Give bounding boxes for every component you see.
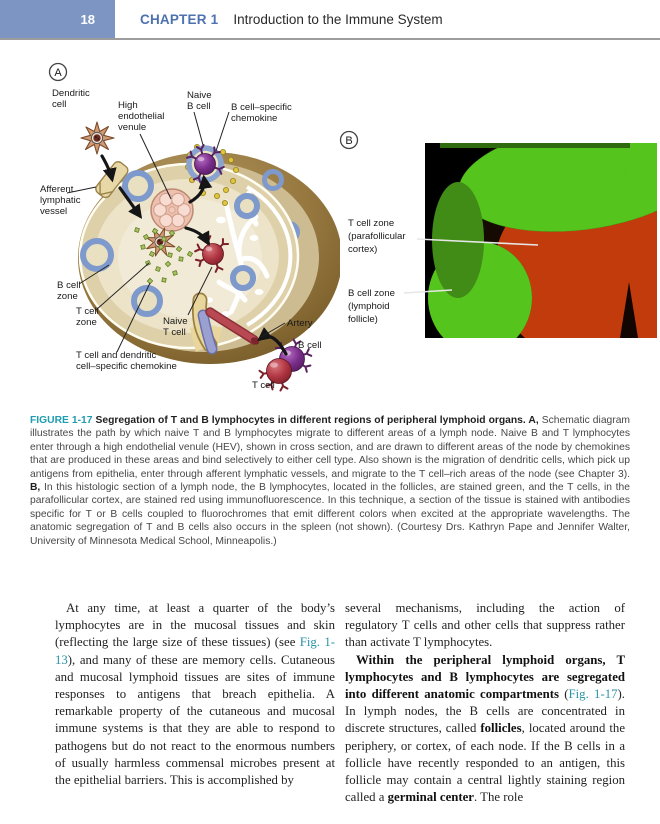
dendritic-cell-icon	[81, 122, 114, 154]
page-number-block	[0, 0, 115, 38]
chapter-label: CHAPTER 1	[140, 11, 219, 27]
panel-a-diagram	[40, 60, 340, 412]
term-germinal-center: germinal center	[387, 790, 474, 805]
label-dendritic-cell: Dendritic cell	[52, 88, 90, 110]
paragraph	[345, 600, 625, 652]
body-left-column	[55, 600, 335, 789]
high-endothelial-venule	[151, 189, 193, 231]
label-t-cell-zone: T cell zone	[76, 306, 99, 328]
body-text: . The role	[473, 790, 524, 805]
paragraph	[345, 652, 625, 807]
label-t-cell-chemokine: T cell and dendritic cell–specific chemokine	[76, 350, 177, 372]
caption-title: Segregation of T and B lymphocytes in different regions of peripheral lymphoid organs.	[92, 415, 529, 426]
figure-1-13-link[interactable]: Fig. 1-13	[55, 635, 335, 667]
key-concept-bold: Within the peripheral lymphoid organs, T lymphocytes and B lymphocytes are segregated into different anatomic compartments	[345, 652, 625, 702]
label-naive-t-cell: Naive T cell	[163, 316, 188, 338]
label-t-cell-zone-histology: T cell zone (parafollicular cortex)	[348, 218, 406, 255]
caption-a-marker: A,	[528, 415, 539, 426]
label-b-cell-chemokine: B cell–specific chemokine	[231, 102, 292, 124]
body-text: , located around the periphery, or cortex, of each node. If the B cells in a follicle have recently responded to an antigen, this follicle may contain a central lightly staining region called a	[345, 721, 625, 805]
panel-b-marker	[341, 132, 358, 149]
chapter-title: Introduction to the Immune System	[233, 11, 443, 27]
label-afferent-lymphatic-vessel: Afferent lymphatic vessel	[40, 184, 81, 217]
paragraph	[55, 600, 335, 789]
caption-b-text: In this histologic section of a lymph node, the B lymphocytes, located in the follicles, are stained green, and the T cells, in the parafollicular cortex, are stained red using immunofluorescence. In this technique, a section of the tissue is stained with antibodies specific for T or B cells coupled to fluorochromes that emit different colors when excited at the appropriate wavelengths. The anatomic segregation of T and B cells also occurs in the spleen (not shown). (Courtesy Drs. Kathryn Pape and Jennifer Walter, University of Minnesota Medical School, Minneapolis.)	[30, 482, 630, 547]
figure-caption	[30, 414, 630, 548]
label-high-endothelial-venule: High endothelial venule	[118, 100, 165, 133]
label-b-cell: B cell	[298, 340, 322, 351]
header-rule	[0, 38, 660, 40]
lymph-node-illustration	[78, 144, 340, 364]
body-text: ). In lymph nodes, the B cells are concentrated in discrete structures, called	[345, 687, 625, 736]
label-artery: Artery	[287, 318, 313, 329]
label-t-cell: T cell	[252, 380, 275, 391]
term-follicles: follicles	[480, 721, 522, 736]
label-b-cell-zone: B cell zone	[57, 280, 81, 302]
panel-a-marker	[50, 64, 67, 81]
body-right-column	[345, 600, 625, 806]
label-b-cell-zone-histology: B cell zone (lymphoid follicle)	[348, 288, 395, 325]
svg-text:B: B	[345, 135, 353, 147]
histology-image	[404, 112, 660, 345]
figure-1-17-link[interactable]: Fig. 1-17	[568, 687, 618, 702]
figure-number: FIGURE 1-17	[30, 415, 93, 426]
svg-text:A: A	[54, 67, 62, 79]
running-header	[140, 0, 443, 38]
naive-b-cell	[187, 145, 224, 182]
label-naive-b-cell: Naive B cell	[187, 90, 212, 112]
body-text: At any time, at least a quarter of the body’s lymphocytes are in the mucosal tissues and skin (reflecting the large size of these tissues) (see	[55, 601, 335, 650]
body-text: several mechanisms, including the action of regulatory T cells and other cells that suppress rather than activate T lymphocytes.	[345, 601, 625, 650]
panel-b-histology	[330, 100, 660, 345]
caption-a-text: Schematic diagram illustrates the path by which naive T and B lymphocytes migrate to different areas of a lymph node. Naive B and T lymphocytes enter through a high endothelial venule (HEV), shown in cross section, and are drawn to different areas of the node by chemokines that are produced in these areas and bind selectively to either cell type. Also shown is the migration of dendritic cells, which pick up antigens from epithelia, enter through afferent lymphatic vessels, and migrate to the T cell–rich areas of the node (see Chapter 3).	[30, 415, 631, 480]
body-text: ), and many of these are memory cells. Cutaneous and mucosal lymphoid tissues are sites of immune responses to antigens that breach epithelia. A remarkable property of the cutaneous and mucosal immune systems is that they are able to respond to pathogens but do not react to the enormous numbers of usually harmless commensal microbes present at the epithelial barriers. This is accomplished by	[55, 652, 335, 788]
page-number: 18	[80, 11, 95, 27]
caption-b-marker: B,	[30, 482, 41, 494]
body-text: (	[558, 687, 569, 702]
